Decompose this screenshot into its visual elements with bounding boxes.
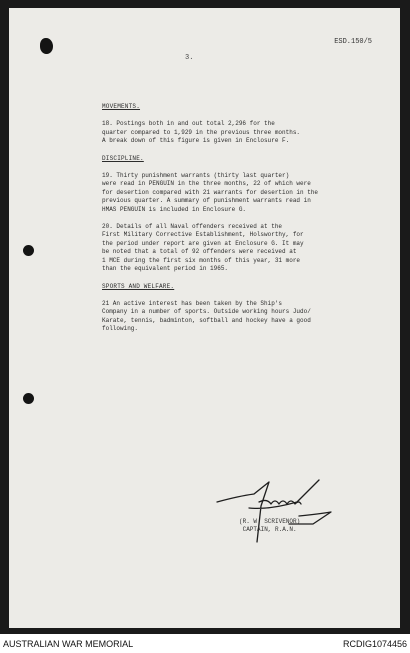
document-body xyxy=(102,103,347,343)
punch-hole-upper xyxy=(23,245,34,256)
section-heading: DISCIPLINE. xyxy=(102,154,144,162)
archive-footer xyxy=(0,634,410,653)
paragraph-19: 19. Thirty punishment warrants (thirty last quarter) were read in PENGUIN in the three months, 22 of which were for desertion compared with 21 warrants for desertion in the previous quarter. A summary of punishment warrants read in HMAS PENGUIN is included in Enclosure G. xyxy=(102,172,319,213)
document-reference: ESD.150/5 xyxy=(334,38,372,46)
ink-blot xyxy=(40,38,53,54)
section-discipline xyxy=(102,155,347,274)
signatory-rank: CAPTAIN, R.A.N. xyxy=(242,526,297,533)
section-sports xyxy=(102,283,347,334)
signatory-name: (R. W. SCRIVENOR) xyxy=(239,518,301,525)
section-heading: MOVEMENTS. xyxy=(102,103,141,110)
document-page xyxy=(9,8,400,628)
paragraph-18: 18. Postings both in and out total 2,296 for the quarter compared to 1,929 in the previous three months. A break down of this figure is given in Enclosure F. xyxy=(102,120,301,145)
paragraph-20: 20. Details of all Naval offenders received at the First Military Corrective Establishment, Holsworthy, for the period under report are given at Enclosure G. It may be noted that a total of 92 offenders were received at 1 MCE during the first six months of this year, 31 more than the equivalent period in 1965. xyxy=(102,223,304,273)
footer-institution: AUSTRALIAN WAR MEMORIAL xyxy=(3,639,134,649)
punch-hole-lower xyxy=(23,393,34,404)
handwritten-signature xyxy=(209,472,339,552)
section-movements xyxy=(102,103,347,146)
signatory-block xyxy=(239,518,300,534)
paragraph-21: 21 An active interest has been taken by the Ship's Company in a number of sports. Outside working hours Judo/ Karate, tennis, badminton, softball and hockey have a good following. xyxy=(102,299,311,333)
page-number: 3. xyxy=(185,54,194,62)
footer-record-id: RCDIG1074456 xyxy=(342,639,407,649)
section-heading: SPORTS AND WELFARE. xyxy=(102,282,175,290)
